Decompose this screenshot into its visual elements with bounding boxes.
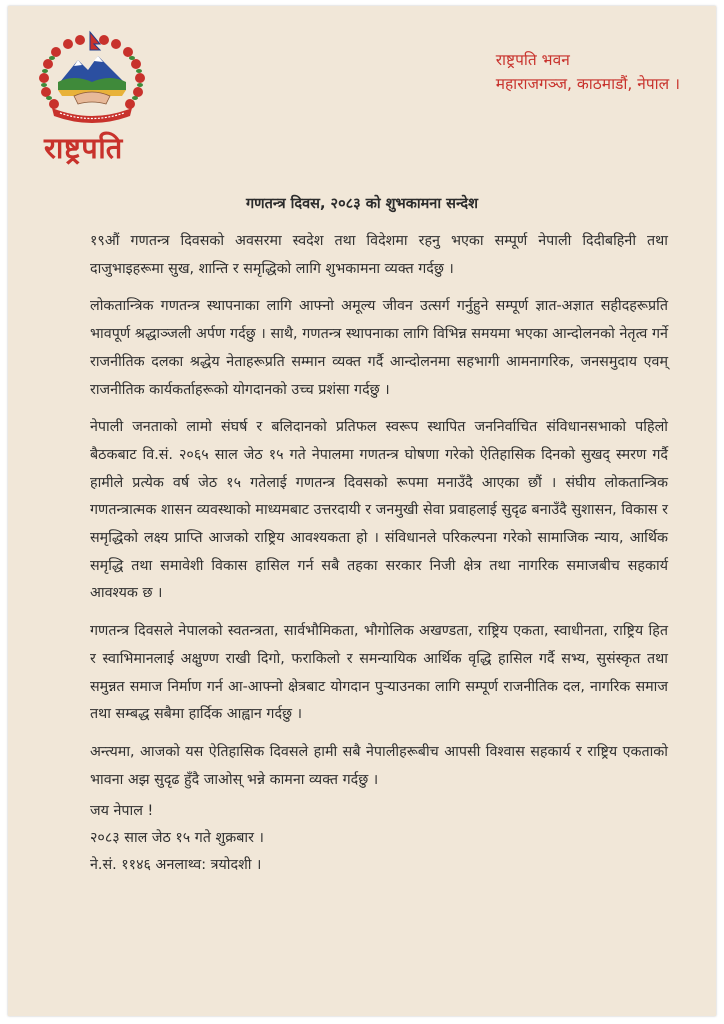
paragraph: अन्त्यमा, आजको यस ऐतिहासिक दिवसले हामी सबै नेपालीहरूबीच आपसी विश्वास सहकार्य र राष्ट्रिय एकताको भावना अझ सुदृढ हुँदै जाओस् भन्ने कामना व्यक्त गर्दछु ।: [90, 743, 668, 788]
message-body: [90, 228, 668, 804]
salutation: जय नेपाल !: [90, 803, 154, 819]
paragraph: लोकतान्त्रिक गणतन्त्र स्थापनाका लागि आफ्नो अमूल्य जीवन उत्सर्ग गर्नुहुने सम्पूर्ण ज्ञात-अज्ञात सहीदहरूप्रति भावपूर्ण श्रद्धाञ्जली अर्पण गर्दछु । साथै, गणतन्त्र स्थापनाका लागि विभिन्न समयमा भएका आन्दोलनको नेतृत्व गर्ने राजनीतिक दलका श्रद्धेय नेताहरूप्रति सम्मान व्यक्त गर्दै आन्दोलनमा सहभागी आमनागरिक, जनसमुदाय एवम् राजनीतिक कार्यकर्ताहरूको योगदानको उच्च प्रशंसा गर्दछु ।: [90, 298, 668, 398]
nepal-sambat-line: ने.सं. ११४६ अनलाथ्व: त्रयोदशी ।: [90, 857, 262, 873]
address-line-1: राष्ट्रपति भवन: [495, 51, 570, 69]
letterhead-address: [496, 48, 680, 96]
paragraph: गणतन्त्र दिवसले नेपालको स्वतन्त्रता, सार्वभौमिकता, भौगोलिक अखण्डता, राष्ट्रिय एकता, स्वाधीनता, राष्ट्रिय हित र स्वाभिमानलाई अक्षुण्ण राखी दिगो, फराकिलो र समन्यायिक आर्थिक वृद्धि हासिल गर्दै सभ्य, सुसंस्कृत तथा समुन्नत समाज निर्माण गर्न आ-आफ्नो क्षेत्रबाट योगदान पुर्‍याउनका लागि सम्पूर्ण राजनीतिक दल, नागरिक समाज तथा सम्बद्ध सबैमा हार्दिक आह्वान गर्दछु ।: [90, 623, 668, 723]
letter-paper: [8, 6, 716, 1016]
date-line: २०८३ साल जेठ १५ गते शुक्रबार ।: [90, 830, 264, 846]
letterhead-brand: राष्ट्रपति: [44, 131, 123, 165]
nepal-national-emblem-icon: [34, 30, 150, 130]
paragraph: १९औं गणतन्त्र दिवसको अवसरमा स्वदेश तथा विदेशमा रहनु भएका सम्पूर्ण नेपाली दिदीबहिनी तथा दाजुभाइहरूमा सुख, शान्ति र समृद्धिको लागि शुभकामना व्यक्त गर्दछु ।: [90, 233, 668, 277]
document-title: गणतन्त्र दिवस, २०८३ को शुभकामना सन्देश: [245, 196, 478, 212]
address-line-2: महाराजगञ्ज, काठमाडौं, नेपाल ।: [495, 75, 680, 93]
paragraph: नेपाली जनताको लामो संघर्ष र बलिदानको प्रतिफल स्वरूप स्थापित जननिर्वाचित संविधानसभाको पहिलो बैठकबाट वि.सं. २०६५ साल जेठ १५ गते नेपालमा गणतन्त्र घोषणा गरेको ऐतिहासिक दिनको सुखद् स्मरण गर्दै हामीले प्रत्येक वर्ष जेठ १५ गतेलाई गणतन्त्र दिवसको रूपमा मनाउँदै आएका छौं । संघीय लोकतान्त्रिक गणतन्त्रात्मक शासन व्यवस्थाको माध्यमबाट उत्तरदायी र जनमुखी सेवा प्रवाहलाई सुदृढ बनाउँदै सुशासन, विकास र समृद्धिको लक्ष्य प्राप्ति आजको राष्ट्रिय आवश्यकता हो । संविधानले परिकल्पना गरेको सामाजिक न्याय, आर्थिक समृद्धि तथा समावेशी विकास हासिल गर्न सबै तहका सरकार निजी क्षेत्र तथा नागरिक समाजबीच सहकार्य आवश्यक छ ।: [90, 419, 668, 602]
closing-block: [90, 798, 264, 879]
